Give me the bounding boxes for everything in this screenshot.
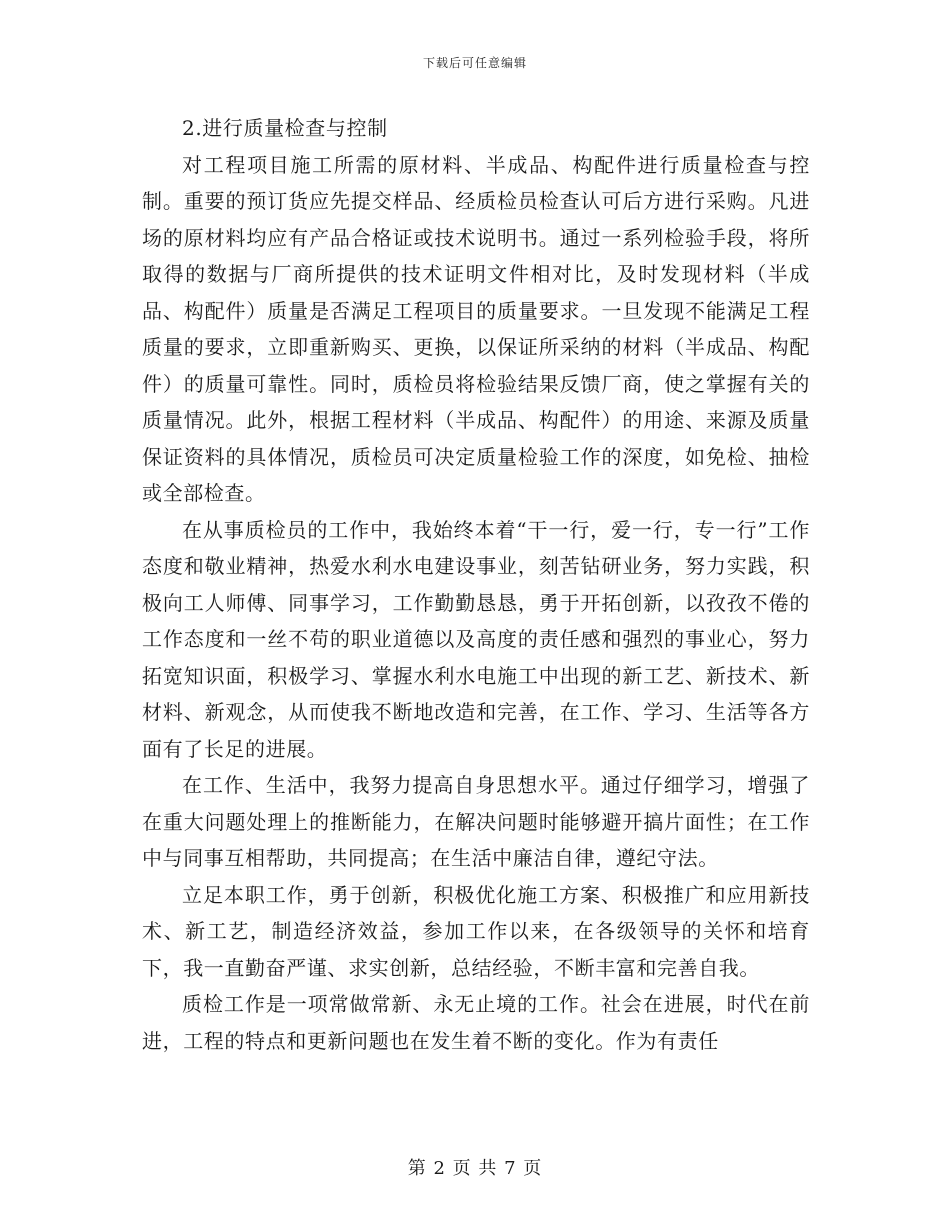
document-body (142, 110, 810, 1059)
paragraph-self-improvement: 在工作、生活中，我努力提高自身思想水平。通过仔细学习，增强了在重大问题处理上的推断能力，在解决问题时能够避开搞片面性；在工作中与同事互相帮助，共同提高；在生活中廉洁自律，遵纪守法。 (142, 773, 810, 870)
page-header: 下载后可任意编辑 (422, 56, 527, 70)
paragraph-quality-work: 质检工作是一项常做常新、永无止境的工作。社会在进展，时代在前进，工程的特点和更新问题也在发生着不断的变化。作为有责任 (142, 992, 810, 1053)
paragraph-material-inspection: 对工程项目施工所需的原材料、半成品、构配件进行质量检查与控制。重要的预订货应先提交样品、经质检员检查认可后方进行采购。凡进场的原材料均应有产品合格证或技术说明书。通过一系列检验手段，将所取得的数据与厂商所提供的技术证明文件相对比，及时发现材料（半成品、构配件）质量是否满足工程项目的质量要求。一旦发现不能满足工程质量的要求，立即重新购买、更换，以保证所采纳的材料（半成品、构配件）的质量可靠性。同时，质检员将检验结果反馈厂商，使之掌握有关的质量情况。此外，根据工程材料（半成品、构配件）的用途、来源及质量保证资料的具体情况，质检员可决定质量检验工作的深度，如免检、抽检或全部检查。 (142, 152, 810, 505)
paragraph-innovation: 立足本职工作，勇于创新，积极优化施工方案、积极推广和应用新技术、新工艺，制造经济效益，参加工作以来，在各级领导的关怀和培育下，我一直勤奋严谨、求实创新，总结经验，不断丰富和完善自我。 (142, 882, 810, 980)
paragraph-work-attitude: 在从事质检员的工作中，我始终本着“干一行，爱一行，专一行”工作态度和敬业精神，热爱水利水电建设事业，刻苦钻研业务，努力实践，积极向工人师傅、同事学习，工作勤勤恳恳，勇于开拓创新，以孜孜不倦的工作态度和一丝不苟的职业道德以及高度的责任感和强烈的事业心，努力拓宽知识面，积极学习、掌握水利水电施工中出现的新工艺、新技术、新材料、新观念，从而使我不断地改造和完善，在工作、学习、生活等各方面有了长足的进展。 (142, 517, 810, 761)
section-heading: 2.进行质量检查与控制 (182, 116, 388, 140)
page-number: 第 2 页 共 7 页 (407, 1158, 543, 1179)
